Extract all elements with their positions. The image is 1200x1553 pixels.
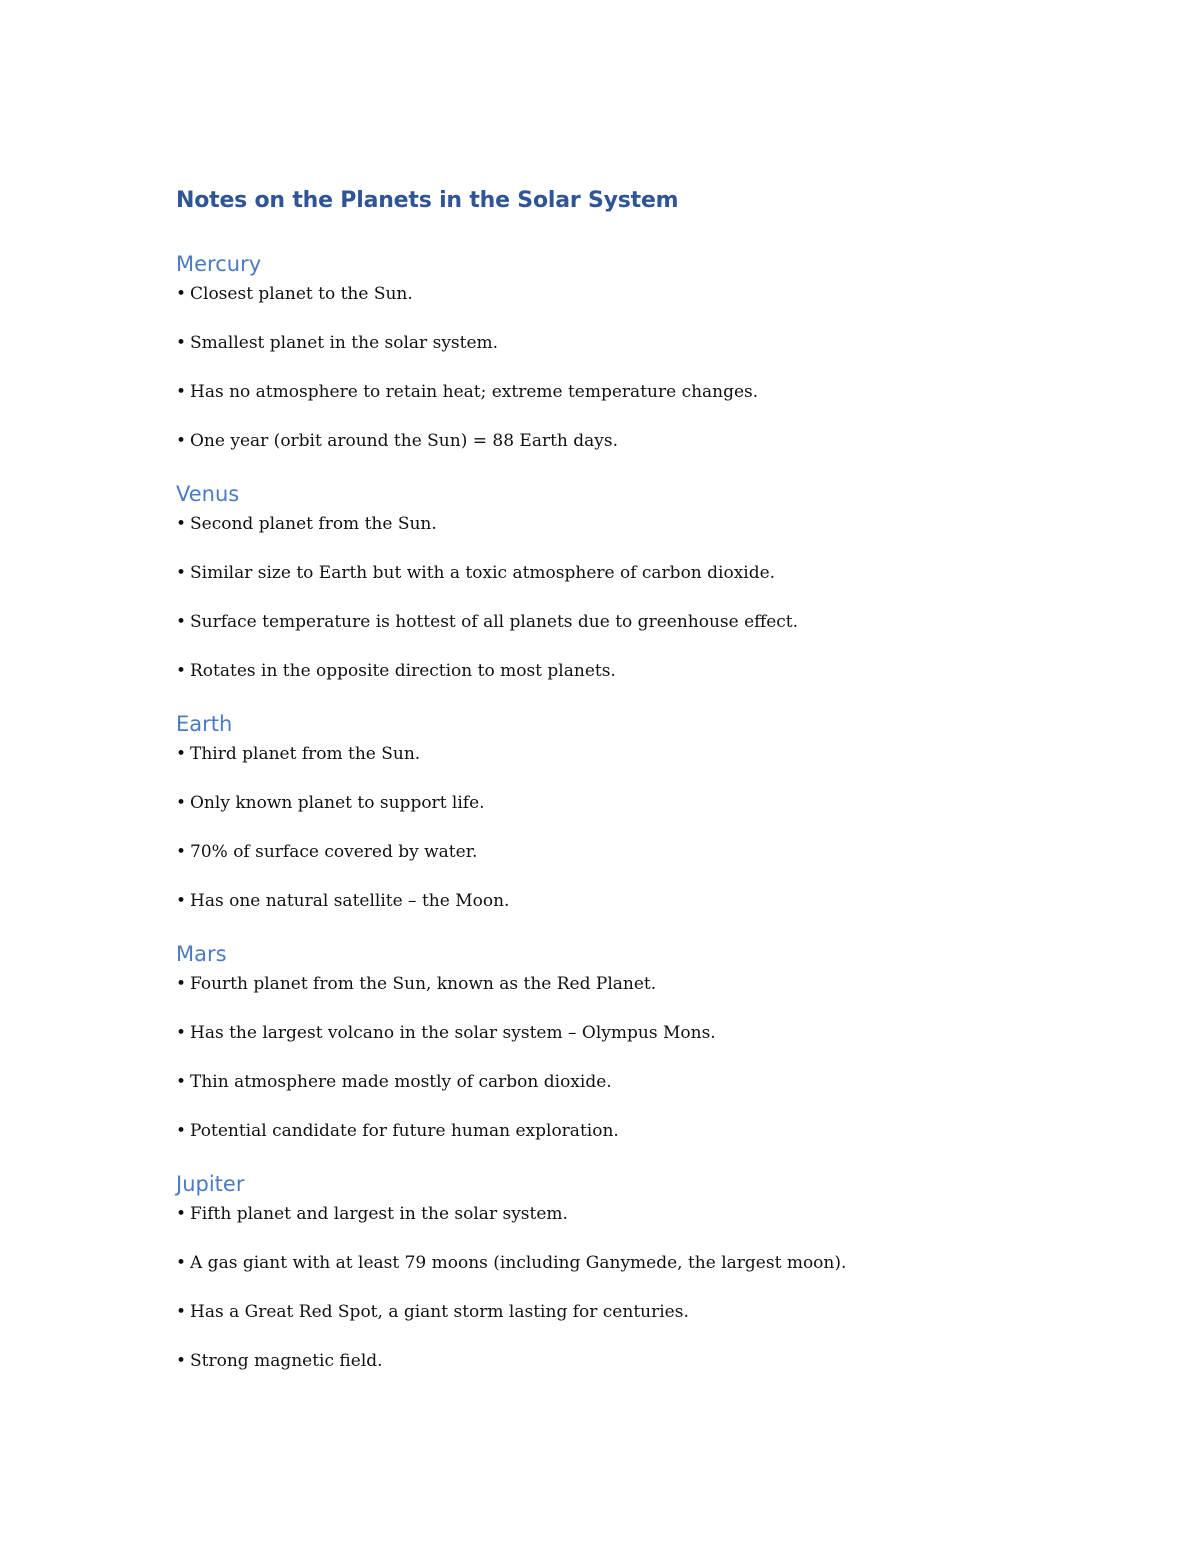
list-item (176, 791, 1076, 840)
bullet-icon: • (176, 661, 187, 681)
list-item (176, 972, 1076, 1021)
bullet-list (176, 972, 1076, 1168)
list-item (176, 889, 1076, 938)
section-heading: Venus (176, 482, 240, 506)
section-heading: Mars (176, 942, 227, 966)
list-item (176, 840, 1076, 889)
list-item-text: Only known planet to support life. (190, 793, 485, 813)
list-item-text: Fourth planet from the Sun, known as the Red Planet. (190, 974, 657, 994)
section-heading: Jupiter (176, 1172, 245, 1196)
list-item-text: 70% of surface covered by water. (190, 842, 478, 862)
bullet-icon: • (176, 1351, 187, 1371)
bullet-icon: • (176, 1302, 187, 1322)
bullet-icon: • (176, 1072, 187, 1092)
bullet-list (176, 1202, 1076, 1398)
list-item-text: Surface temperature is hottest of all planets due to greenhouse effect. (190, 612, 799, 632)
bullet-icon: • (176, 431, 187, 451)
bullet-icon: • (176, 793, 187, 813)
bullet-icon: • (176, 891, 187, 911)
section-earth (176, 706, 1076, 938)
bullet-list (176, 512, 1076, 708)
list-item (176, 659, 1076, 708)
list-item-text: Fifth planet and largest in the solar system. (190, 1204, 568, 1224)
list-item-text: Potential candidate for future human exploration. (190, 1121, 619, 1141)
bullet-icon: • (176, 974, 187, 994)
list-item (176, 512, 1076, 561)
list-item-text: Thin atmosphere made mostly of carbon dioxide. (190, 1072, 612, 1092)
list-item (176, 1119, 1076, 1168)
list-item-text: Rotates in the opposite direction to most planets. (190, 661, 616, 681)
list-item-text: Smallest planet in the solar system. (190, 333, 499, 353)
list-item (176, 1349, 1076, 1398)
bullet-icon: • (176, 333, 187, 353)
bullet-icon: • (176, 1204, 187, 1224)
list-item-text: Has one natural satellite – the Moon. (190, 891, 510, 911)
list-item-text: Has the largest volcano in the solar system – Olympus Mons. (190, 1023, 716, 1043)
list-item (176, 282, 1076, 331)
bullet-list (176, 742, 1076, 938)
bullet-icon: • (176, 1023, 187, 1043)
section-jupiter (176, 1166, 1076, 1398)
list-item (176, 1202, 1076, 1251)
bullet-icon: • (176, 1253, 187, 1273)
bullet-icon: • (176, 612, 187, 632)
list-item-text: One year (orbit around the Sun) = 88 Earth days. (190, 431, 619, 451)
bullet-icon: • (176, 563, 187, 583)
bullet-icon: • (176, 514, 187, 534)
list-item (176, 1021, 1076, 1070)
list-item (176, 742, 1076, 791)
list-item-text: Has a Great Red Spot, a giant storm lasting for centuries. (190, 1302, 689, 1322)
list-item-text: A gas giant with at least 79 moons (including Ganymede, the largest moon). (190, 1253, 847, 1273)
bullet-icon: • (176, 744, 187, 764)
list-item-text: Second planet from the Sun. (190, 514, 437, 534)
list-item (176, 1300, 1076, 1349)
list-item-text: Similar size to Earth but with a toxic atmosphere of carbon dioxide. (190, 563, 776, 583)
list-item-text: Closest planet to the Sun. (190, 284, 413, 304)
list-item (176, 610, 1076, 659)
bullet-list (176, 282, 1076, 478)
list-item (176, 1070, 1076, 1119)
section-heading: Earth (176, 712, 233, 736)
list-item (176, 331, 1076, 380)
bullet-icon: • (176, 1121, 187, 1141)
bullet-icon: • (176, 284, 187, 304)
list-item-text: Has no atmosphere to retain heat; extreme temperature changes. (190, 382, 759, 402)
section-mercury (176, 246, 1076, 478)
list-item (176, 429, 1076, 478)
list-item (176, 561, 1076, 610)
bullet-icon: • (176, 382, 187, 402)
bullet-icon: • (176, 842, 187, 862)
section-mars (176, 936, 1076, 1168)
section-heading: Mercury (176, 252, 262, 276)
list-item-text: Strong magnetic field. (190, 1351, 383, 1371)
section-venus (176, 476, 1076, 708)
document-title: Notes on the Planets in the Solar System (176, 188, 679, 213)
list-item-text: Third planet from the Sun. (190, 744, 421, 764)
list-item (176, 1251, 1076, 1300)
list-item (176, 380, 1076, 429)
